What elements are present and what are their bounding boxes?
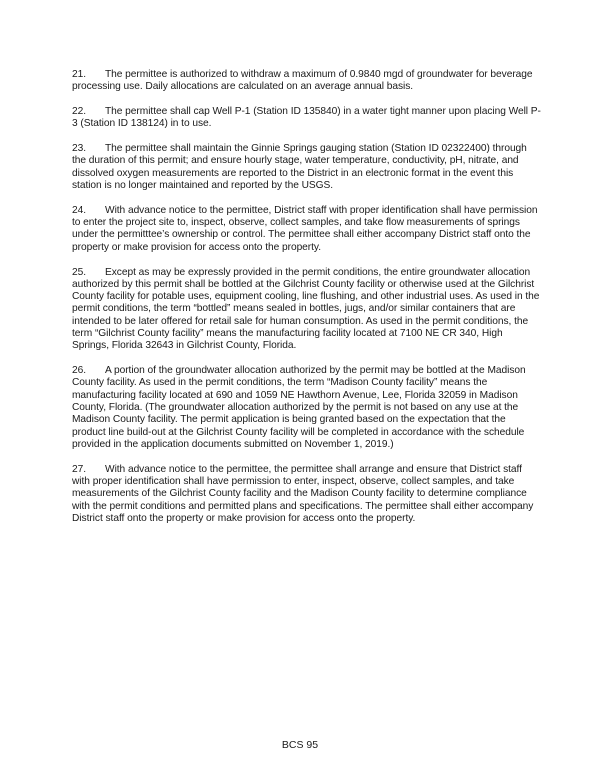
paragraph-number: 26. [72,365,87,377]
paragraph-25 [72,267,542,353]
document-body [72,69,542,538]
paragraph-number: 23. [72,143,87,155]
paragraph-number: 27. [72,463,87,475]
paragraph-27 [72,464,542,525]
paragraph-21 [72,69,542,94]
page-footer: BCS 95 [281,739,319,751]
paragraph-number: 24. [72,204,87,216]
paragraph-24 [72,205,542,254]
paragraph-text: The permittee shall cap Well P-1 (Station ID 135840) in a water tight manner upon placing Well P-3 (Station ID 138124) in to use. [72,106,541,130]
paragraph-text: With advance notice to the permittee, District staff with proper identification shall have permission to enter the project site to, inspect, observe, collect samples, and take flow measurements of springs under the permitttee’s ownership or control. The permittee shall either accompany District staff onto the property or make provision for access onto the property. [72,204,538,253]
paragraph-text: The permittee shall maintain the Ginnie Springs gauging station (Station ID 02322400) through the duration of this permit; and ensure hourly stage, water temperature, conductivity, pH, nitrate, and dissolved oxygen measurements are reported to the District in an electronic format in the event this station is no longer maintained and reported by the USGS. [72,143,527,192]
paragraph-number: 22. [72,106,87,118]
paragraph-23 [72,143,542,192]
paragraph-26 [72,365,542,451]
paragraph-text: Except as may be expressly provided in the permit conditions, the entire groundwater allocation authorized by this permit shall be bottled at the Gilchrist County facility or otherwise used at the Gilchrist County facility for potable uses, equipment cooling, line flushing, and other industrial uses. As used in the permit conditions, the term “bottled” means sealed in bottles, jugs, and/or similar containers that are intended to be later offered for retail sale for human consumption. As used in the permit conditions, the term “Gilchrist County facility” means the manufacturing facility located at 7100 NE CR 340, High Springs, Florida 32643 in Gilchrist County, Florida. [72,266,540,352]
paragraph-text: The permittee is authorized to withdraw a maximum of 0.9840 mgd of groundwater for beverage processing use. Daily allocations are calculated on an average annual basis. [72,69,533,93]
paragraph-text: With advance notice to the permittee, the permittee shall arrange and ensure that District staff with proper identification shall have permission to enter, inspect, observe, collect samples, and take measurements of the Gilchrist County facility and the Madison County facility to determine compliance with the permit conditions and permitted plans and specifications. The permittee shall either accompany District staff onto the property or make provision for access onto the property. [72,463,534,524]
paragraph-22 [72,106,542,131]
paragraph-number: 25. [72,266,87,278]
paragraph-number: 21. [72,69,87,80]
paragraph-text: A portion of the groundwater allocation authorized by the permit may be bottled at the Madison County facility. As used in the permit conditions, the term “Madison County facility” means the manufacturing facility located at 690 and 1059 NE Hawthorn Avenue, Lee, Florida 32059 in Madison County, Florida. (The groundwater allocation authorized by the permit is not based on any use at the Madison County facility. The permit application is being granted based on the expectation that the product line build-out at the Gilchrist County facility will be completed in accordance with the schedule provided in the application documents submitted on November 1, 2019.) [72,365,526,450]
